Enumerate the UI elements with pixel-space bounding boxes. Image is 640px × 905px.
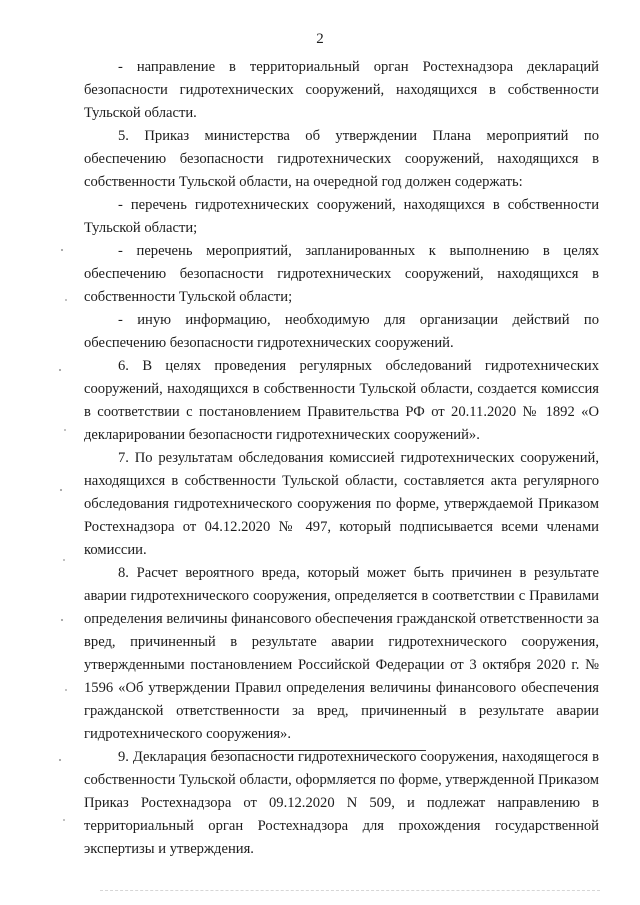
scan-artifacts-bottom-edge [100,890,600,891]
paragraph-7-inspection-act: 7. По результатам обследования комиссией гидротехнических сооружений, находящихся в собственности Тульской области, составляется акта регулярного обследования гидротехнического сооружения по форме, утверждаемой Приказом Ростехнадзора от 04.12.2020 № 497, который подписывается всеми членами комиссии. [84,450,599,558]
paragraph-other-information: - иную информацию, необходимую для организации действий по обеспечению безопасности гидротехнических сооружений. [84,312,599,351]
paragraph-6-commission: 6. В целях проведения регулярных обследований гидротехнических сооружений, находящихся в собственности Тульской области, создается комиссия в соответствии с постановлением Правительства РФ от 20.11.2020 № 1892 «О декларировании безопасности гидротехнических сооружений». [84,358,599,443]
page-number: 2 [316,31,324,47]
paragraph-list-of-measures: - перечень мероприятий, запланированных к выполнению в целях обеспечению безопасности гидротехнических сооружений, находящихся в собственности Тульской области; [84,243,599,305]
paragraph-8-damage-calculation: 8. Расчет вероятного вреда, который может быть причинен в результате аварии гидротехнического сооружения, определяется в соответствии с Правилами определения величины финансового обеспечения гражданской ответственности за вред, причиненный в результате аварии гидротехнического сооружения, утвержденными постановлением Российской Федерации от 3 октября 2020 г. № 1596 «Об утверждении Правил определения величины финансового обеспечения гражданской ответственности за вред, причиненный в результате аварии гидротехнического сооружения». [84,565,599,742]
paragraph-list-of-structures: - перечень гидротехнических сооружений, находящихся в собственности Тульской области; [84,197,599,236]
scan-artifacts-left-margin [56,240,72,890]
paragraph-9-safety-declaration: 9. Декларация безопасности гидротехнического сооружения, находящегося в собственности Тульской области, оформляется по форме, утвержденной Приказом Приказ Ростехнадзора от 09.12.2020 N 509, и подлежат направлению в территориальный орган Ростехнадзора для прохождения государственной экспертизы и утверждения. [84,749,599,857]
end-separator-line [214,750,426,751]
document-body [84,56,599,861]
paragraph-5-plan-order: 5. Приказ министерства об утверждении Плана мероприятий по обеспечению безопасности гидротехнических сооружений, находящихся в собственности Тульской области, на очередной год должен содержать: [84,128,599,190]
paragraph-submission-to-rostekhnadzor: - направление в территориальный орган Ростехнадзора деклараций безопасности гидротехнических сооружений, находящихся в собственности Тульской области. [84,59,599,121]
